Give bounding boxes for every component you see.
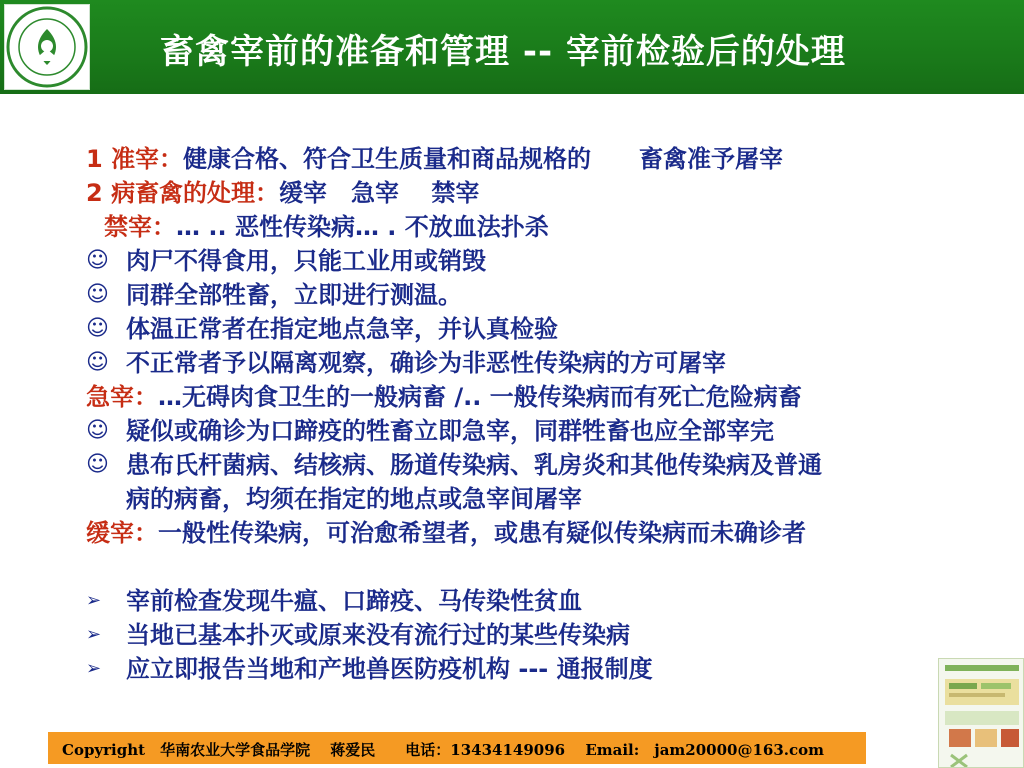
jizai-text: …无碍肉食卫生的一般病畜 /.. 一般传染病而有死亡危险病畜 [158, 383, 802, 411]
list-item [86, 278, 966, 312]
list-item [86, 414, 966, 448]
list-item [86, 618, 966, 652]
bullet-text: 当地已基本扑灭或原来没有流行过的某些传染病 [126, 621, 630, 649]
bullet-text: 宰前检查发现牛瘟、口蹄疫、马传染性贫血 [126, 587, 582, 615]
smiley-icon: ☺ [86, 282, 109, 307]
smiley-icon: ☺ [86, 452, 109, 477]
bullet-text: 患布氏杆菌病、结核病、肠道传染病、乳房炎和其他传染病及普通 [126, 451, 822, 479]
copyright-text: Copyright 华南农业大学食品学院 蒋爱民 电话：13434149096 Email: jam20000@163.com [62, 741, 825, 759]
line-jinzai [86, 210, 966, 244]
bullet-text: 病的病畜，均须在指定的地点或急宰间屠宰 [126, 485, 582, 513]
item-number: 1 [86, 145, 103, 173]
university-seal-icon [4, 4, 90, 90]
line-zhunzai [86, 142, 966, 176]
arrow-right-icon: ➢ [86, 624, 102, 645]
jizai-label: 急宰： [86, 383, 158, 411]
bullet-text: 疑似或确诊为口蹄疫的牲畜立即急宰，同群牲畜也应全部宰完 [126, 417, 774, 445]
line-huanzai [86, 516, 966, 550]
smiley-icon: ☺ [86, 418, 109, 443]
bullet-text: 肉尸不得食用，只能工业用或销毁 [126, 247, 486, 275]
spacer [86, 550, 966, 584]
line-jizai [86, 380, 966, 414]
line-bingchuqin [86, 176, 966, 210]
zhunzai-label: 准宰： [111, 145, 184, 173]
smiley-icon: ☺ [86, 350, 109, 375]
textbook-cover-icon [938, 658, 1024, 768]
smiley-icon: ☺ [86, 248, 109, 273]
footer-bar [48, 732, 866, 764]
bullet-text: 不正常者予以隔离观察，确诊为非恶性传染病的方可屠宰 [126, 349, 726, 377]
list-item [86, 652, 966, 686]
list-item [86, 244, 966, 278]
list-item [86, 448, 966, 482]
slide-title: 畜禽宰前的准备和管理 -- 宰前检验后的处理 [160, 32, 846, 72]
title-bar [0, 0, 1024, 94]
huanzai-text: 一般性传染病，可治愈希望者，或患有疑似传染病而未确诊者 [158, 519, 806, 547]
jinzai-label: 禁宰： [104, 213, 176, 241]
list-item [86, 346, 966, 380]
bullet-text: 应立即报告当地和产地兽医防疫机构 --- 通报制度 [126, 655, 653, 683]
bingchuqin-label: 病畜禽的处理： [111, 179, 280, 207]
item-number: 2 [86, 179, 103, 207]
zhunzai-text: 健康合格、符合卫生质量和商品规格的 畜禽准予屠宰 [183, 145, 784, 173]
huanzai-label: 缓宰： [86, 519, 158, 547]
jinzai-text: … .. 恶性传染病… . 不放血法扑杀 [176, 213, 549, 241]
slide-body [86, 142, 966, 686]
bingchuqin-text: 缓宰 急宰 禁宰 [279, 179, 480, 207]
bullet-text: 同群全部牲畜，立即进行测温。 [126, 281, 462, 309]
arrow-right-icon: ➢ [86, 590, 102, 611]
bullet-text: 体温正常者在指定地点急宰，并认真检验 [126, 315, 558, 343]
list-item-continuation [86, 482, 966, 516]
smiley-icon: ☺ [86, 316, 109, 341]
list-item [86, 584, 966, 618]
arrow-right-icon: ➢ [86, 658, 102, 679]
list-item [86, 312, 966, 346]
